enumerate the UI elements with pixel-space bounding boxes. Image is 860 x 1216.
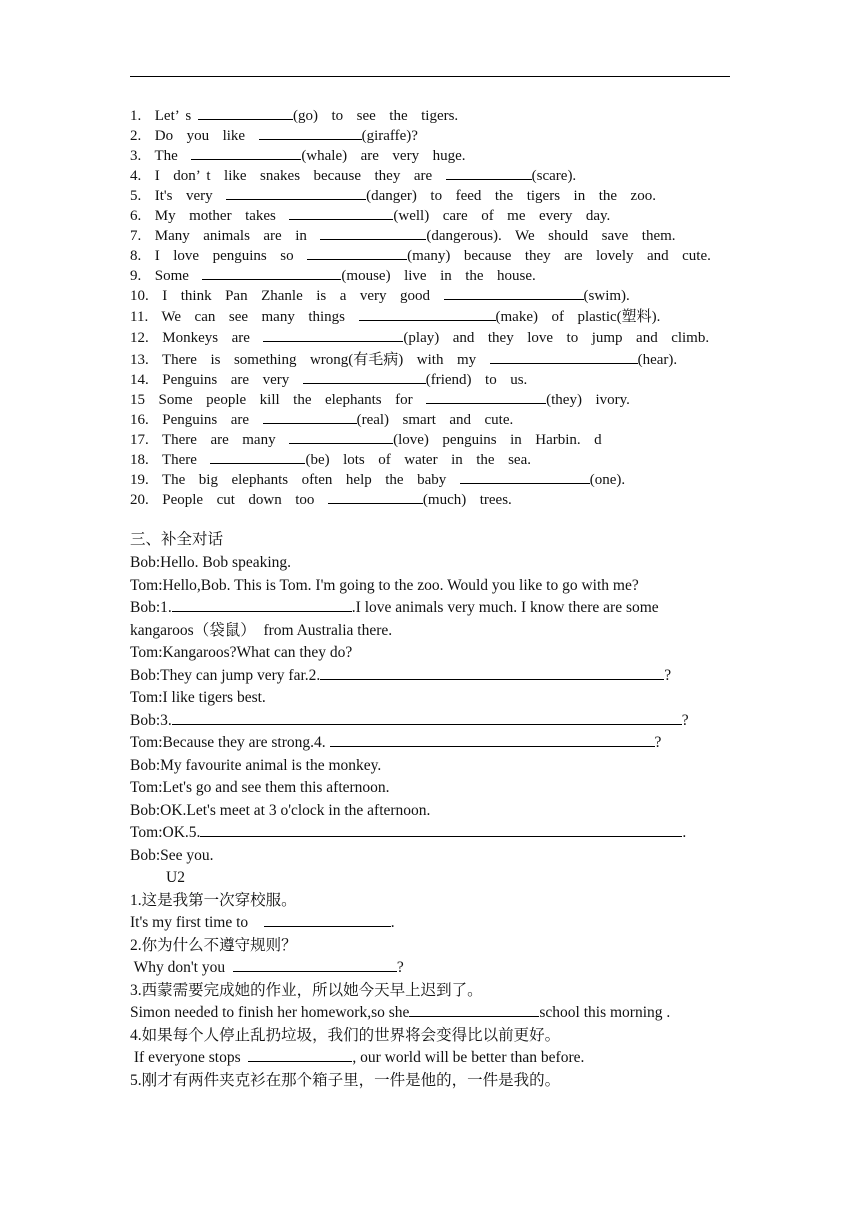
line-text: school this morning . (539, 1004, 671, 1021)
line-text: (go) to see the tigers. (292, 108, 459, 124)
answer-blank[interactable] (200, 823, 682, 837)
line-text: . (682, 824, 687, 841)
answer-blank[interactable] (172, 711, 682, 725)
answer-blank[interactable] (446, 166, 532, 180)
answer-blank[interactable] (226, 186, 366, 200)
line-text: Tom:Let's go and see them this afternoon. (130, 779, 390, 796)
translation-line (130, 981, 483, 1001)
line-text: ? (396, 959, 404, 976)
translation-line (130, 1026, 560, 1046)
dialogue-line (130, 621, 392, 641)
line-text: (love) penguins in Harbin. d (393, 432, 602, 448)
answer-blank[interactable] (460, 470, 590, 484)
line-text: , our world will be better than before. (352, 1049, 585, 1066)
answer-blank[interactable] (202, 266, 341, 280)
translation-line (130, 958, 404, 978)
dialogue-line (130, 711, 689, 731)
line-text: (friend) to us. (425, 372, 528, 388)
line-text: Bob:My favourite animal is the monkey. (130, 757, 382, 774)
line-text: 2. Do you like (130, 128, 259, 144)
line-text: (danger) to feed the tigers in the zoo. (366, 188, 656, 204)
answer-blank[interactable] (307, 246, 407, 260)
dialogue-line (130, 688, 266, 708)
dialogue-line (130, 643, 352, 663)
answer-blank[interactable] (264, 913, 391, 927)
line-text: (real) smart and cute. (356, 412, 514, 428)
line-text: (make) of plastic(塑料). (495, 309, 661, 325)
question-item (130, 350, 677, 370)
answer-blank[interactable] (210, 450, 305, 464)
line-text: (swim). (583, 288, 630, 304)
line-text: Bob:Hello. Bob speaking. (130, 554, 292, 571)
question-item (130, 166, 576, 186)
line-text: Bob:OK.Let's meet at 3 o'clock in the afternoon. (130, 802, 431, 819)
line-text: 1. Let’ s (130, 108, 198, 124)
dialogue-line (130, 756, 381, 776)
line-text: 13. There is something wrong(有毛病) with my (130, 352, 490, 368)
translation-line (130, 1048, 584, 1068)
question-item (130, 390, 630, 410)
answer-blank[interactable] (233, 958, 397, 972)
answer-blank[interactable] (191, 146, 301, 160)
dialogue-line (130, 778, 390, 798)
question-item (130, 206, 610, 226)
translation-line (130, 891, 297, 911)
answer-blank[interactable] (409, 1003, 539, 1017)
question-item (130, 490, 512, 510)
question-item (130, 328, 709, 348)
question-item (130, 286, 630, 306)
line-text: (they) ivory. (546, 392, 630, 408)
question-item (130, 370, 527, 390)
line-text: 11. We can see many things (130, 309, 359, 325)
line-text: 2.你为什么不遵守规则？ (130, 937, 297, 954)
question-item (130, 266, 536, 286)
line-text: 5. It's very (130, 188, 227, 204)
line-text: Tom:OK.5. (130, 824, 201, 841)
dialogue-line (130, 733, 661, 753)
line-text: kangaroos（袋鼠） from Australia there. (130, 622, 393, 639)
line-text: .I love animals very much. I know there are some (351, 599, 659, 616)
answer-blank[interactable] (359, 307, 496, 321)
line-text: (dangerous). We should save them. (426, 228, 676, 244)
question-item (130, 410, 513, 430)
unit-label: U2 (166, 869, 185, 886)
question-item (130, 430, 602, 450)
dialogue-line (130, 598, 659, 618)
line-text: ? (664, 667, 672, 684)
answer-blank[interactable] (490, 350, 638, 364)
question-item (130, 146, 466, 166)
answer-blank[interactable] (263, 410, 357, 424)
answer-blank[interactable] (328, 490, 423, 504)
translation-line (130, 913, 395, 933)
line-text: (play) and they love to jump and climb. (403, 330, 710, 346)
line-text: (giraffe)? (361, 128, 418, 144)
question-item (130, 226, 676, 246)
question-item (130, 106, 458, 126)
line-text: 4. I don’ t like snakes because they are (130, 168, 446, 184)
answer-blank[interactable] (330, 733, 655, 747)
line-text: (well) care of me every day. (393, 208, 611, 224)
line-text: 10. I think Pan Zhanle is a very good (130, 288, 444, 304)
answer-blank[interactable] (303, 370, 426, 384)
question-item (130, 126, 418, 146)
line-text: ? (681, 712, 689, 729)
translation-line (130, 1003, 670, 1023)
line-text: Bob:See you. (130, 847, 214, 864)
line-text: Bob:They can jump very far.2. (130, 667, 321, 684)
answer-blank[interactable] (289, 206, 393, 220)
line-text: (hear). (637, 352, 678, 368)
line-text: 14. Penguins are very (130, 372, 303, 388)
line-text: 6. My mother takes (130, 208, 290, 224)
line-text: 4.如果每个人停止乱扔垃圾，我们的世界将会变得比以前更好。 (130, 1027, 561, 1044)
line-text: Tom:Hello,Bob. This is Tom. I'm going to the zoo. Would you like to go with me? (130, 577, 639, 594)
dialogue-line (130, 846, 214, 866)
line-text: Simon needed to finish her homework,so she (130, 1004, 410, 1021)
line-text: Bob:3. (130, 712, 172, 729)
line-text: (whale) are very huge. (301, 148, 466, 164)
question-item (130, 246, 711, 266)
line-text: 16. Penguins are (130, 412, 263, 428)
question-item (130, 307, 660, 327)
dialogue-line (130, 801, 430, 821)
line-text: 15 Some people kill the elephants for (130, 392, 427, 408)
answer-blank[interactable] (320, 666, 664, 680)
line-text: 12. Monkeys are (130, 330, 264, 346)
dialogue-line (130, 576, 639, 596)
question-item (130, 470, 625, 490)
line-text: 7. Many animals are in (130, 228, 321, 244)
line-text: (one). (589, 472, 626, 488)
translation-line (130, 1071, 560, 1091)
answer-blank[interactable] (198, 106, 293, 120)
answer-blank[interactable] (426, 390, 546, 404)
answer-blank[interactable] (259, 126, 362, 140)
line-text: Bob:1. (130, 599, 172, 616)
line-text: 8. I love penguins so (130, 248, 308, 264)
question-item (130, 186, 656, 206)
line-text: (much) trees. (422, 492, 512, 508)
line-text: Tom:Because they are strong.4. (130, 734, 330, 751)
translation-line (130, 936, 297, 956)
line-text: (mouse) live in the house. (341, 268, 536, 284)
dialogue-line (130, 553, 291, 573)
answer-blank[interactable] (289, 430, 393, 444)
line-text: Tom:Kangaroos?What can they do? (130, 644, 353, 661)
line-text: (many) because they are lovely and cute. (407, 248, 711, 264)
line-text: If everyone stops (130, 1049, 249, 1066)
line-text: Why don't you (130, 959, 233, 976)
section-title: 三、补全对话 (130, 531, 224, 548)
line-text: 19. The big elephants often help the baby (130, 472, 460, 488)
line-text: (be) lots of water in the sea. (305, 452, 531, 468)
answer-blank[interactable] (263, 328, 403, 342)
line-text: (scare). (531, 168, 577, 184)
line-text: 20. People cut down too (130, 492, 328, 508)
answer-blank[interactable] (320, 226, 426, 240)
line-text: 3.西蒙需要完成她的作业，所以她今天早上迟到了。 (130, 982, 483, 999)
answer-blank[interactable] (248, 1048, 352, 1062)
line-text: 17. There are many (130, 432, 290, 448)
line-text: . (390, 914, 395, 931)
header-rule (130, 76, 730, 77)
answer-blank[interactable] (172, 598, 352, 612)
line-text: Tom:I like tigers best. (130, 689, 266, 706)
answer-blank[interactable] (444, 286, 584, 300)
line-text: 9. Some (130, 268, 203, 284)
question-item (130, 450, 531, 470)
line-text: 1.这是我第一次穿校服。 (130, 892, 297, 909)
line-text: It's my first time to (130, 914, 264, 931)
dialogue-line (130, 823, 686, 843)
line-text: ? (654, 734, 662, 751)
line-text: 3. The (130, 148, 192, 164)
line-text: 5.刚才有两件夹克衫在那个箱子里，一件是他的，一件是我的。 (130, 1072, 561, 1089)
dialogue-line (130, 666, 671, 686)
line-text: 18. There (130, 452, 211, 468)
